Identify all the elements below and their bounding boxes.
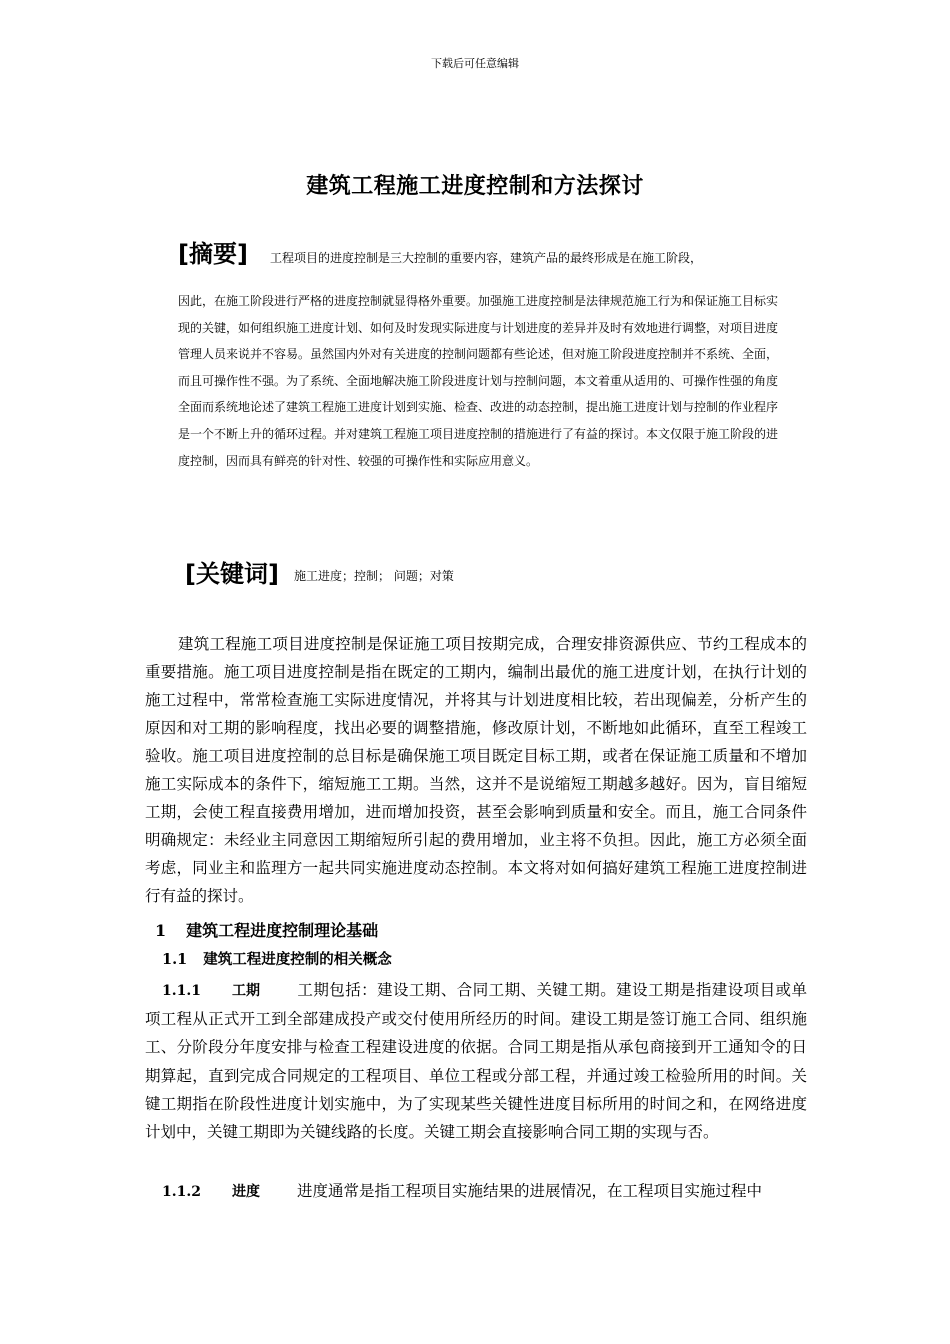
- section-1-1-1-paragraph: [145, 976, 807, 1146]
- section-1-1-2-text: 进度通常是指工程项目实施结果的进展情况，在工程项目实施过程中: [297, 1182, 763, 1200]
- keywords-text: 施工进度；控制； 问题；对策: [294, 569, 454, 583]
- section-1-1-1-number: 1.1.1: [162, 983, 201, 999]
- section-1-1-2-title: 进度: [232, 1184, 260, 1200]
- header-note: 下载后可任意编辑: [431, 57, 519, 70]
- section-1-1-heading: [162, 948, 392, 972]
- abstract-first-line: 工程项目的进度控制是三大控制的重要内容，建筑产品的最终形成是在施工阶段，: [270, 251, 703, 265]
- abstract-label: [摘要]: [178, 240, 248, 268]
- section-1-1-2-number: 1.1.2: [162, 1184, 201, 1200]
- section-1-1-1-text: 工期包括：建设工期、合同工期、关键工期。建设工期是指建设项目或单项工程从正式开工到全部建成投产或交付使用所经历的时间。建设工期是签订施工合同、组织施工、分阶段分年度安排与检查工程建设进度的依据。合同工期是指从承包商接到开工通知令的日期算起，直到完成合同规定的工程项目、单位工程或分部工程，并通过竣工检验所用的时间。关键工期指在阶段性进度计划实施中，为了实现某些关键性进度目标所用的时间之和，在网络进度计划中，关键工期即为关键线路的长度。关键工期会直接影响合同工期的实现与否。: [145, 981, 807, 1142]
- section-1-1-number: 1.1: [162, 951, 188, 968]
- intro-paragraph: 建筑工程施工项目进度控制是保证施工项目按期完成，合理安排资源供应、节约工程成本的重要措施。施工项目进度控制是指在既定的工期内，编制出最优的施工进度计划，在执行计划的施工过程中，常常检查施工实际进度情况，并将其与计划进度相比较，若出现偏差，分析产生的原因和对工期的影响程度，找出必要的调整措施，修改原计划，不断地如此循环，直至工程竣工验收。施工项目进度控制的总目标是确保施工项目既定目标工期，或者在保证施工质量和不增加施工实际成本的条件下，缩短施工工期。当然，这并不是说缩短工期越多越好。因为，盲目缩短工期，会使工程直接费用增加，进而增加投资，甚至会影响到质量和安全。而且，施工合同条件明确规定：未经业主同意因工期缩短所引起的费用增加，业主将不负担。因此，施工方必须全面考虑，同业主和监理方一起共同实施进度动态控制。本文将对如何搞好建筑工程施工进度控制进行有益的探讨。: [145, 635, 807, 905]
- abstract-body: 因此，在施工阶段进行严格的进度控制就显得格外重要。加强施工进度控制是法律规范施工行为和保证施工目标实现的关键，如何组织施工进度计划、如何及时发现实际进度与计划进度的差异并及时有效地进行调整，对项目进度管理人员来说并不容易。虽然国内外对有关进度的控制问题都有些论述，但对施工阶段进度控制并不系统、全面，而且可操作性不强。为了系统、全面地解决施工阶段进度计划与控制问题，本文着重从适用的、可操作性强的角度全面而系统地论述了建筑工程施工进度计划到实施、检查、改进的动态控制，提出施工进度计划与控制的作业程序是一个不断上升的循环过程。并对建筑工程施工项目进度控制的措施进行了有益的探讨。本文仅限于施工阶段的进度控制，因而具有鲜亮的针对性、较强的可操作性和实际应用意义。: [178, 294, 779, 468]
- section-1-1-1-title: 工期: [232, 983, 260, 999]
- section-1-1-title: 建筑工程进度控制的相关概念: [203, 951, 392, 968]
- document-title: 建筑工程施工进度控制和方法探讨: [306, 173, 644, 199]
- section-1-1-2-paragraph: [145, 1177, 807, 1206]
- section-1-number: 1: [155, 921, 167, 940]
- section-1-heading: [155, 918, 378, 944]
- section-1-title: 建筑工程进度控制理论基础: [186, 921, 379, 940]
- keywords-label: [关键词]: [185, 560, 279, 588]
